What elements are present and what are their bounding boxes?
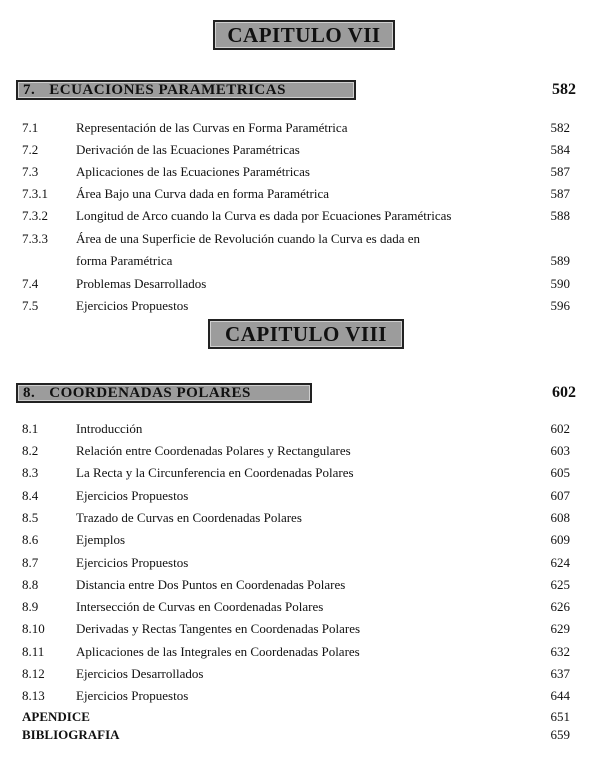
toc-entry-title: La Recta y la Circunferencia en Coordenadas Polares — [76, 465, 354, 480]
toc-entry — [0, 598, 600, 616]
section-8-number: 8. — [23, 384, 36, 401]
section-8-heading — [16, 383, 312, 403]
toc-entry-number: 7.3 — [22, 164, 39, 179]
toc-entry-page: 629 — [550, 621, 570, 636]
toc-entry — [0, 442, 600, 460]
toc-entry — [0, 420, 600, 438]
toc-entry — [0, 119, 600, 137]
section-7-page: 582 — [552, 81, 576, 98]
toc-entry-title: Ejercicios Desarrollados — [76, 666, 204, 681]
toc-entry — [0, 487, 600, 505]
toc-entry-title: Ejercicios Propuestos — [76, 488, 189, 503]
toc-entry-page: 626 — [550, 599, 570, 614]
appendix-page: 651 — [550, 709, 570, 724]
toc-entry-title: Ejercicios Propuestos — [76, 555, 189, 570]
toc-entry-title: Intersección de Curvas en Coordenadas Polares — [76, 599, 324, 614]
toc-entry-title: Ejercicios Propuestos — [76, 298, 189, 313]
toc-entry-title: Ejemplos — [76, 532, 126, 547]
toc-entry — [0, 643, 600, 661]
bibliography-page: 659 — [550, 727, 570, 742]
toc-entry — [0, 620, 600, 638]
toc-entry — [0, 464, 600, 482]
toc-entry-page: 609 — [550, 532, 570, 547]
section-8-page: 602 — [552, 384, 576, 401]
toc-entry — [0, 554, 600, 572]
toc-entry — [0, 509, 600, 527]
appendix-label: APENDICE — [22, 709, 90, 724]
toc-entry-title: Aplicaciones de las Ecuaciones Paramétricas — [76, 164, 310, 179]
section-8-title: COORDENADAS POLARES — [49, 384, 251, 401]
toc-entry-title: Problemas Desarrollados — [76, 276, 207, 291]
toc-entry-number: 8.10 — [22, 621, 45, 636]
toc-entry-number: 8.4 — [22, 488, 39, 503]
section-7-heading — [16, 80, 356, 100]
toc-entry-page: 603 — [550, 443, 570, 458]
toc-entry — [0, 275, 600, 293]
toc-entry-number: 7.3.1 — [22, 186, 48, 201]
toc-entry-number: 8.2 — [22, 443, 39, 458]
toc-entry-number: 8.11 — [22, 644, 45, 659]
toc-entry-page: 624 — [550, 555, 570, 570]
toc-entry-title: Derivadas y Rectas Tangentes en Coordenadas Polares — [76, 621, 361, 636]
toc-entry-page: 608 — [550, 510, 570, 525]
section-7-number: 7. — [23, 81, 36, 98]
toc-entry-title: Ejercicios Propuestos — [76, 688, 189, 703]
toc-entry-page: 596 — [550, 298, 570, 313]
toc-entry-page: 607 — [550, 488, 570, 503]
toc-entry-page: 582 — [550, 120, 570, 135]
bibliography-label: BIBLIOGRAFIA — [22, 727, 120, 742]
toc-entry-number: 8.6 — [22, 532, 39, 547]
toc-entry — [0, 687, 600, 705]
section-7-title: ECUACIONES PARAMETRICAS — [49, 81, 286, 98]
toc-entry-page: 584 — [550, 142, 570, 157]
toc-entry — [0, 141, 600, 159]
toc-entry-title: Representación de las Curvas en Forma Paramétrica — [76, 120, 348, 135]
toc-entry-title: Aplicaciones de las Integrales en Coordenadas Polares — [76, 644, 360, 659]
chapter-7-heading: CAPITULO VII — [213, 20, 395, 50]
toc-entry-number: 8.8 — [22, 577, 39, 592]
toc-entry-title: Trazado de Curvas en Coordenadas Polares — [76, 510, 302, 525]
toc-entry-page: 644 — [550, 688, 570, 703]
toc-entry-number: 7.5 — [22, 298, 39, 313]
toc-entry-title: Área de una Superficie de Revolución cuando la Curva es dada en — [76, 231, 421, 246]
toc-entry-page: 637 — [550, 666, 570, 681]
toc-entry-page: 625 — [550, 577, 570, 592]
toc-entry-number: 8.1 — [22, 421, 39, 436]
toc-entry-number: 7.3.3 — [22, 231, 48, 246]
toc-entry-number: 8.13 — [22, 688, 45, 703]
toc-entry-title: Distancia entre Dos Puntos en Coordenadas Polares — [76, 577, 346, 592]
toc-entry-number: 8.7 — [22, 555, 39, 570]
toc-entry-title: forma Paramétrica — [76, 253, 173, 268]
toc-entry-page: 605 — [550, 465, 570, 480]
toc-entry — [0, 230, 600, 248]
toc-entry-page: 587 — [550, 186, 570, 201]
toc-entry-number: 7.3.2 — [22, 208, 48, 223]
toc-entry-page: 588 — [550, 208, 570, 223]
toc-entry — [0, 576, 600, 594]
toc-entry-title: Introducción — [76, 421, 143, 436]
toc-entry — [0, 297, 600, 315]
toc-entry — [0, 185, 600, 203]
toc-entry-number: 8.9 — [22, 599, 39, 614]
toc-entry — [0, 531, 600, 549]
toc-entry-title: Derivación de las Ecuaciones Paramétricas — [76, 142, 300, 157]
toc-entry-continuation — [0, 252, 600, 270]
toc-entry-number: 8.12 — [22, 666, 45, 681]
toc-entry-page: 632 — [550, 644, 570, 659]
toc-entry-title: Longitud de Arco cuando la Curva es dada por Ecuaciones Paramétricas — [76, 208, 452, 223]
toc-entry-number: 8.3 — [22, 465, 39, 480]
toc-entry — [0, 207, 600, 225]
toc-entry — [0, 665, 600, 683]
toc-entry-number: 7.4 — [22, 276, 39, 291]
toc-entry-number: 7.2 — [22, 142, 39, 157]
toc-entry-number: 7.1 — [22, 120, 39, 135]
toc-entry — [0, 163, 600, 181]
toc-entry-number: 8.5 — [22, 510, 39, 525]
toc-entry-title: Área Bajo una Curva dada en forma Paramétrica — [76, 186, 330, 201]
toc-entry-page: 602 — [550, 421, 570, 436]
toc-entry-page: 587 — [550, 164, 570, 179]
toc-entry-title: Relación entre Coordenadas Polares y Rectangulares — [76, 443, 351, 458]
chapter-8-heading: CAPITULO VIII — [208, 319, 404, 349]
toc-entry-page: 589 — [550, 253, 570, 268]
toc-entry-page: 590 — [550, 276, 570, 291]
